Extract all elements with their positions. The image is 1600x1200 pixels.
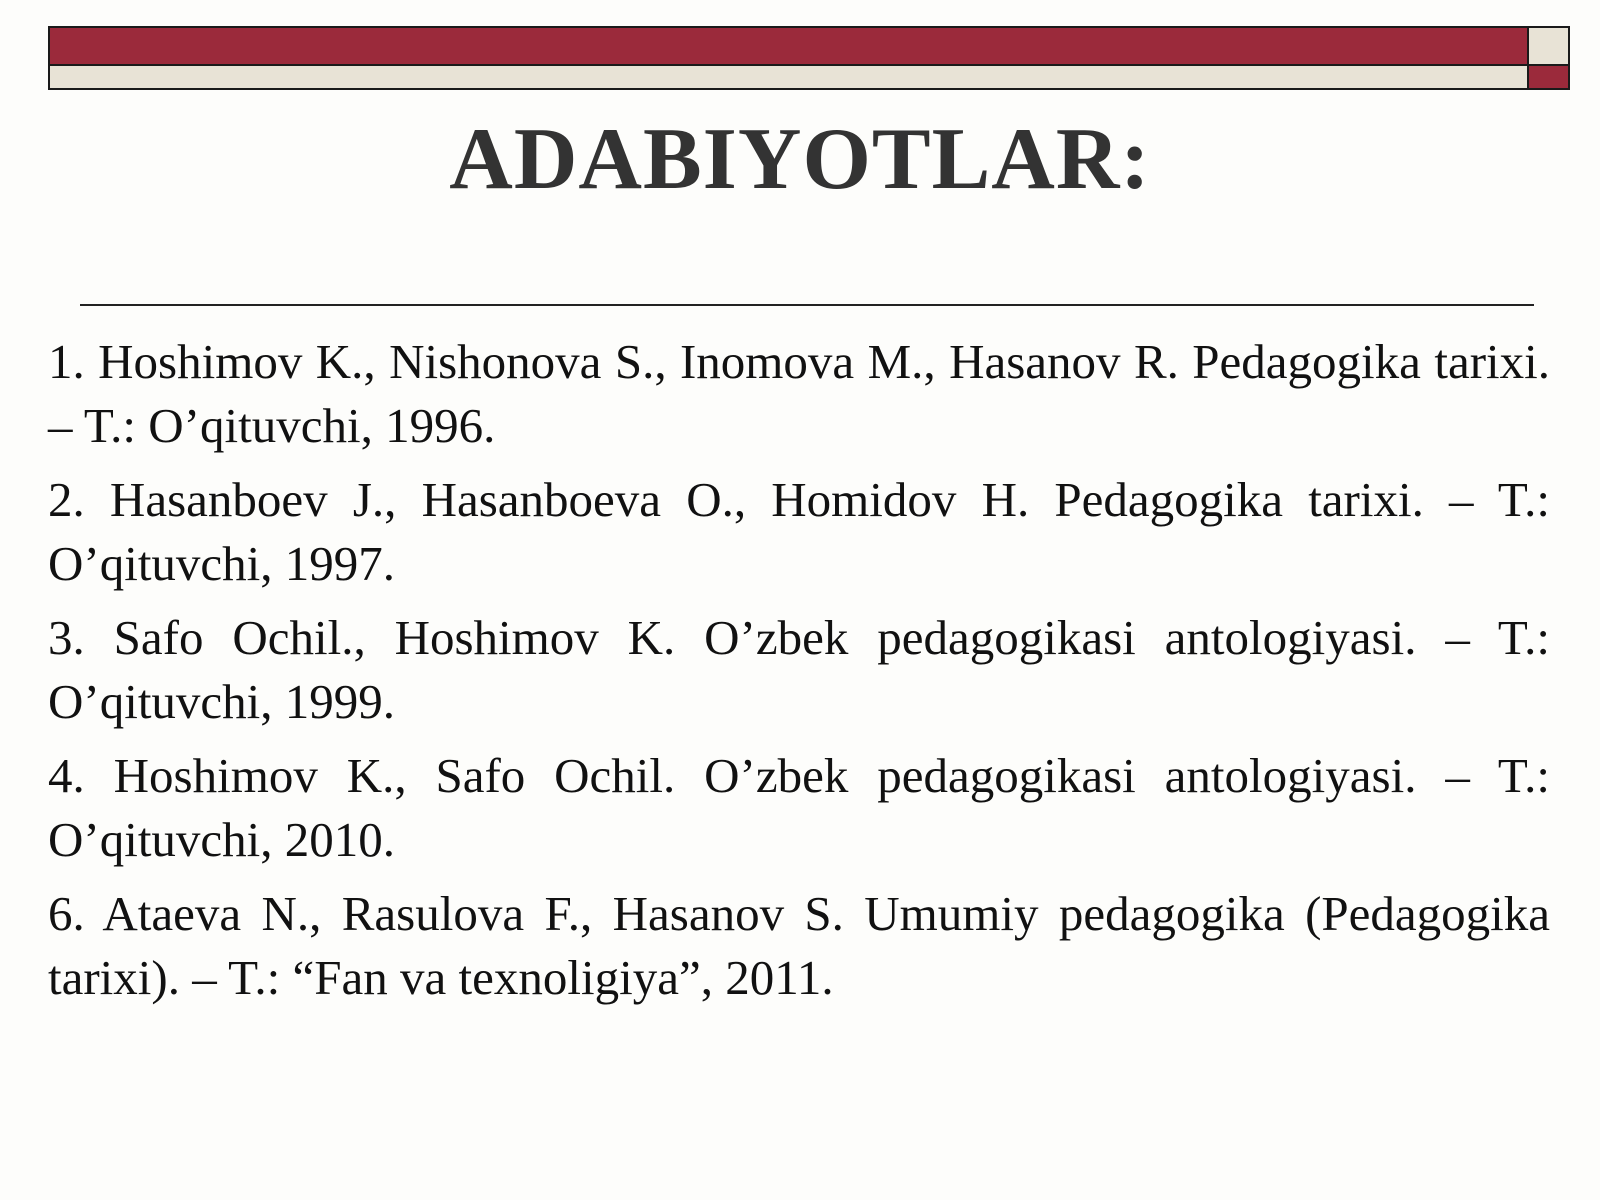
reference-item: 6. Ataeva N., Rasulova F., Hasanov S. Umumiy pedagogika (Pedagogika tarixi). – T.: “Fan va texnoligiya”, 2011. [48,886,1550,1005]
reference-item: 2. Hasanboev J., Hasanboeva O., Homidov H. Pedagogika tarixi. – T.: O’qituvchi, 1997. [48,472,1550,591]
header-corner-beige-square [1527,26,1570,66]
reference-item: 3. Safo Ochil., Hoshimov K. O’zbek pedagogikasi antologiyasi. – T.: O’qituvchi, 1999. [48,610,1550,729]
reference-item: 1. Hoshimov K., Nishonova S., Inomova M., Hasanov R. Pedagogika tarixi. – T.: O’qituvchi, 1996. [48,334,1550,453]
reference-item: 4. Hoshimov K., Safo Ochil. O’zbek pedagogikasi antologiyasi. – T.: O’qituvchi, 2010. [48,748,1550,867]
reference-list [48,330,1550,1020]
title-divider-line [80,304,1534,306]
header-decoration [48,26,1570,92]
header-red-bar [48,26,1529,66]
slide-title: ADABIYOTLAR: [449,111,1151,208]
header-beige-bar [48,64,1529,90]
header-corner-red-square [1527,64,1570,90]
